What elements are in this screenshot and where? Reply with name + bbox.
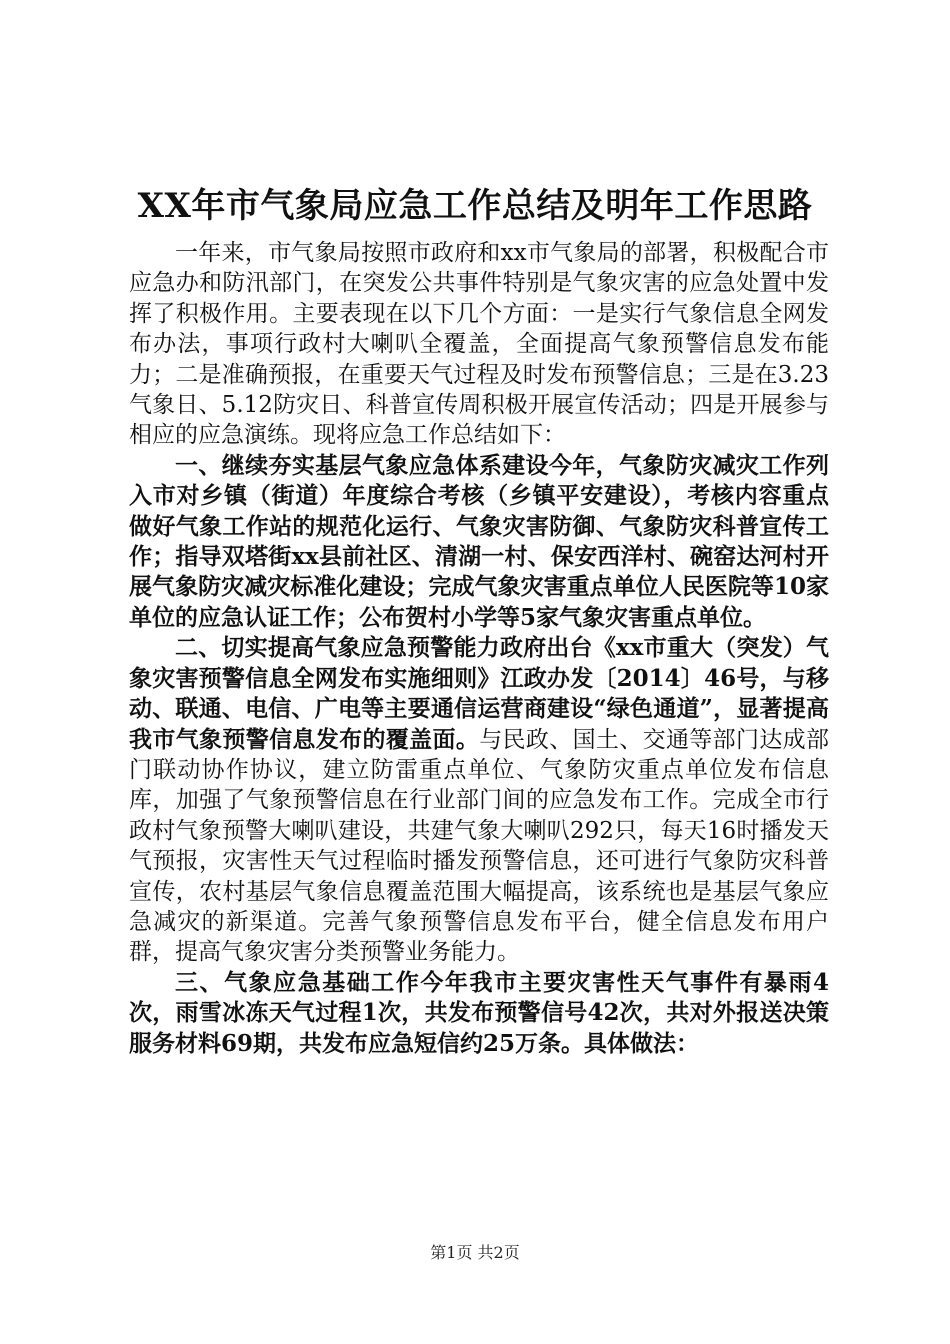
section-two-paragraph — [129, 633, 829, 967]
section-two-normal-text: 与民政、国土、交通等部门达成部门联动协作协议，建立防雷重点单位、气象防灾重点单位发布信息库，加强了气象预警信息在行业部门间的应急发布工作。完成全市行政村气象预警大喇叭建设，共建气象大喇叭292只，每天16时播发天气预报，灾害性天气过程临时播发预警信息，还可进行气象防灾科普宣传，农村基层气象信息覆盖范围大幅提高，该系统也是基层气象应急减灾的新渠道。完善气象预警信息发布平台，健全信息发布用户群，提高气象灾害分类预警业务能力。 — [129, 726, 830, 966]
document-body — [129, 238, 829, 1059]
page-footer — [0, 1242, 950, 1264]
section-one-paragraph: 一、继续夯实基层气象应急体系建设今年，气象防灾减灾工作列入市对乡镇（街道）年度综合考核（乡镇平安建设），考核内容重点做好气象工作站的规范化运行、气象灾害防御、气象防灾科普宣传工作；指导双塔街xx县前社区、清湖一村、保安西洋村、碗窑达河村开展气象防灾减灾标准化建设；完成气象灾害重点单位人民医院等10家单位的应急认证工作；公布贺村小学等5家气象灾害重点单位。 — [129, 451, 829, 631]
page-number: 第1页 — [430, 1243, 473, 1262]
section-two-bold-text: 二、切实提高气象应急预警能力政府出台《xx市重大（突发）气象灾害预警信息全网发布实施细则》江政办发〔2014〕46号，与移动、联通、电信、广电等主要通信运营商建设“绿色通道”，显著提高我市气象预警信息发布的覆盖面。 — [129, 634, 829, 753]
intro-paragraph: 一年来，市气象局按照市政府和xx市气象局的部署，积极配合市应急办和防汛部门，在突发公共事件特别是气象灾害的应急处置中发挥了积极作用。主要表现在以下几个方面：一是实行气象信息全网发布办法，事项行政村大喇叭全覆盖，全面提高气象预警信息发布能力；二是准确预报，在重要天气过程及时发布预警信息；三是在3.23气象日、5.12防灾日、科普宣传周积极开展宣传活动；四是开展参与相应的应急演练。现将应急工作总结如下： — [129, 240, 829, 449]
document-title: XX年市气象局应急工作总结及明年工作思路 — [137, 186, 813, 226]
section-three-paragraph: 三、气象应急基础工作今年我市主要灾害性天气事件有暴雨4次，雨雪冰冻天气过程1次，共发布预警信号42次，共对外报送决策服务材料69期，共发布应急短信约25万条。具体做法： — [129, 968, 829, 1057]
page-total: 共2页 — [477, 1243, 520, 1262]
